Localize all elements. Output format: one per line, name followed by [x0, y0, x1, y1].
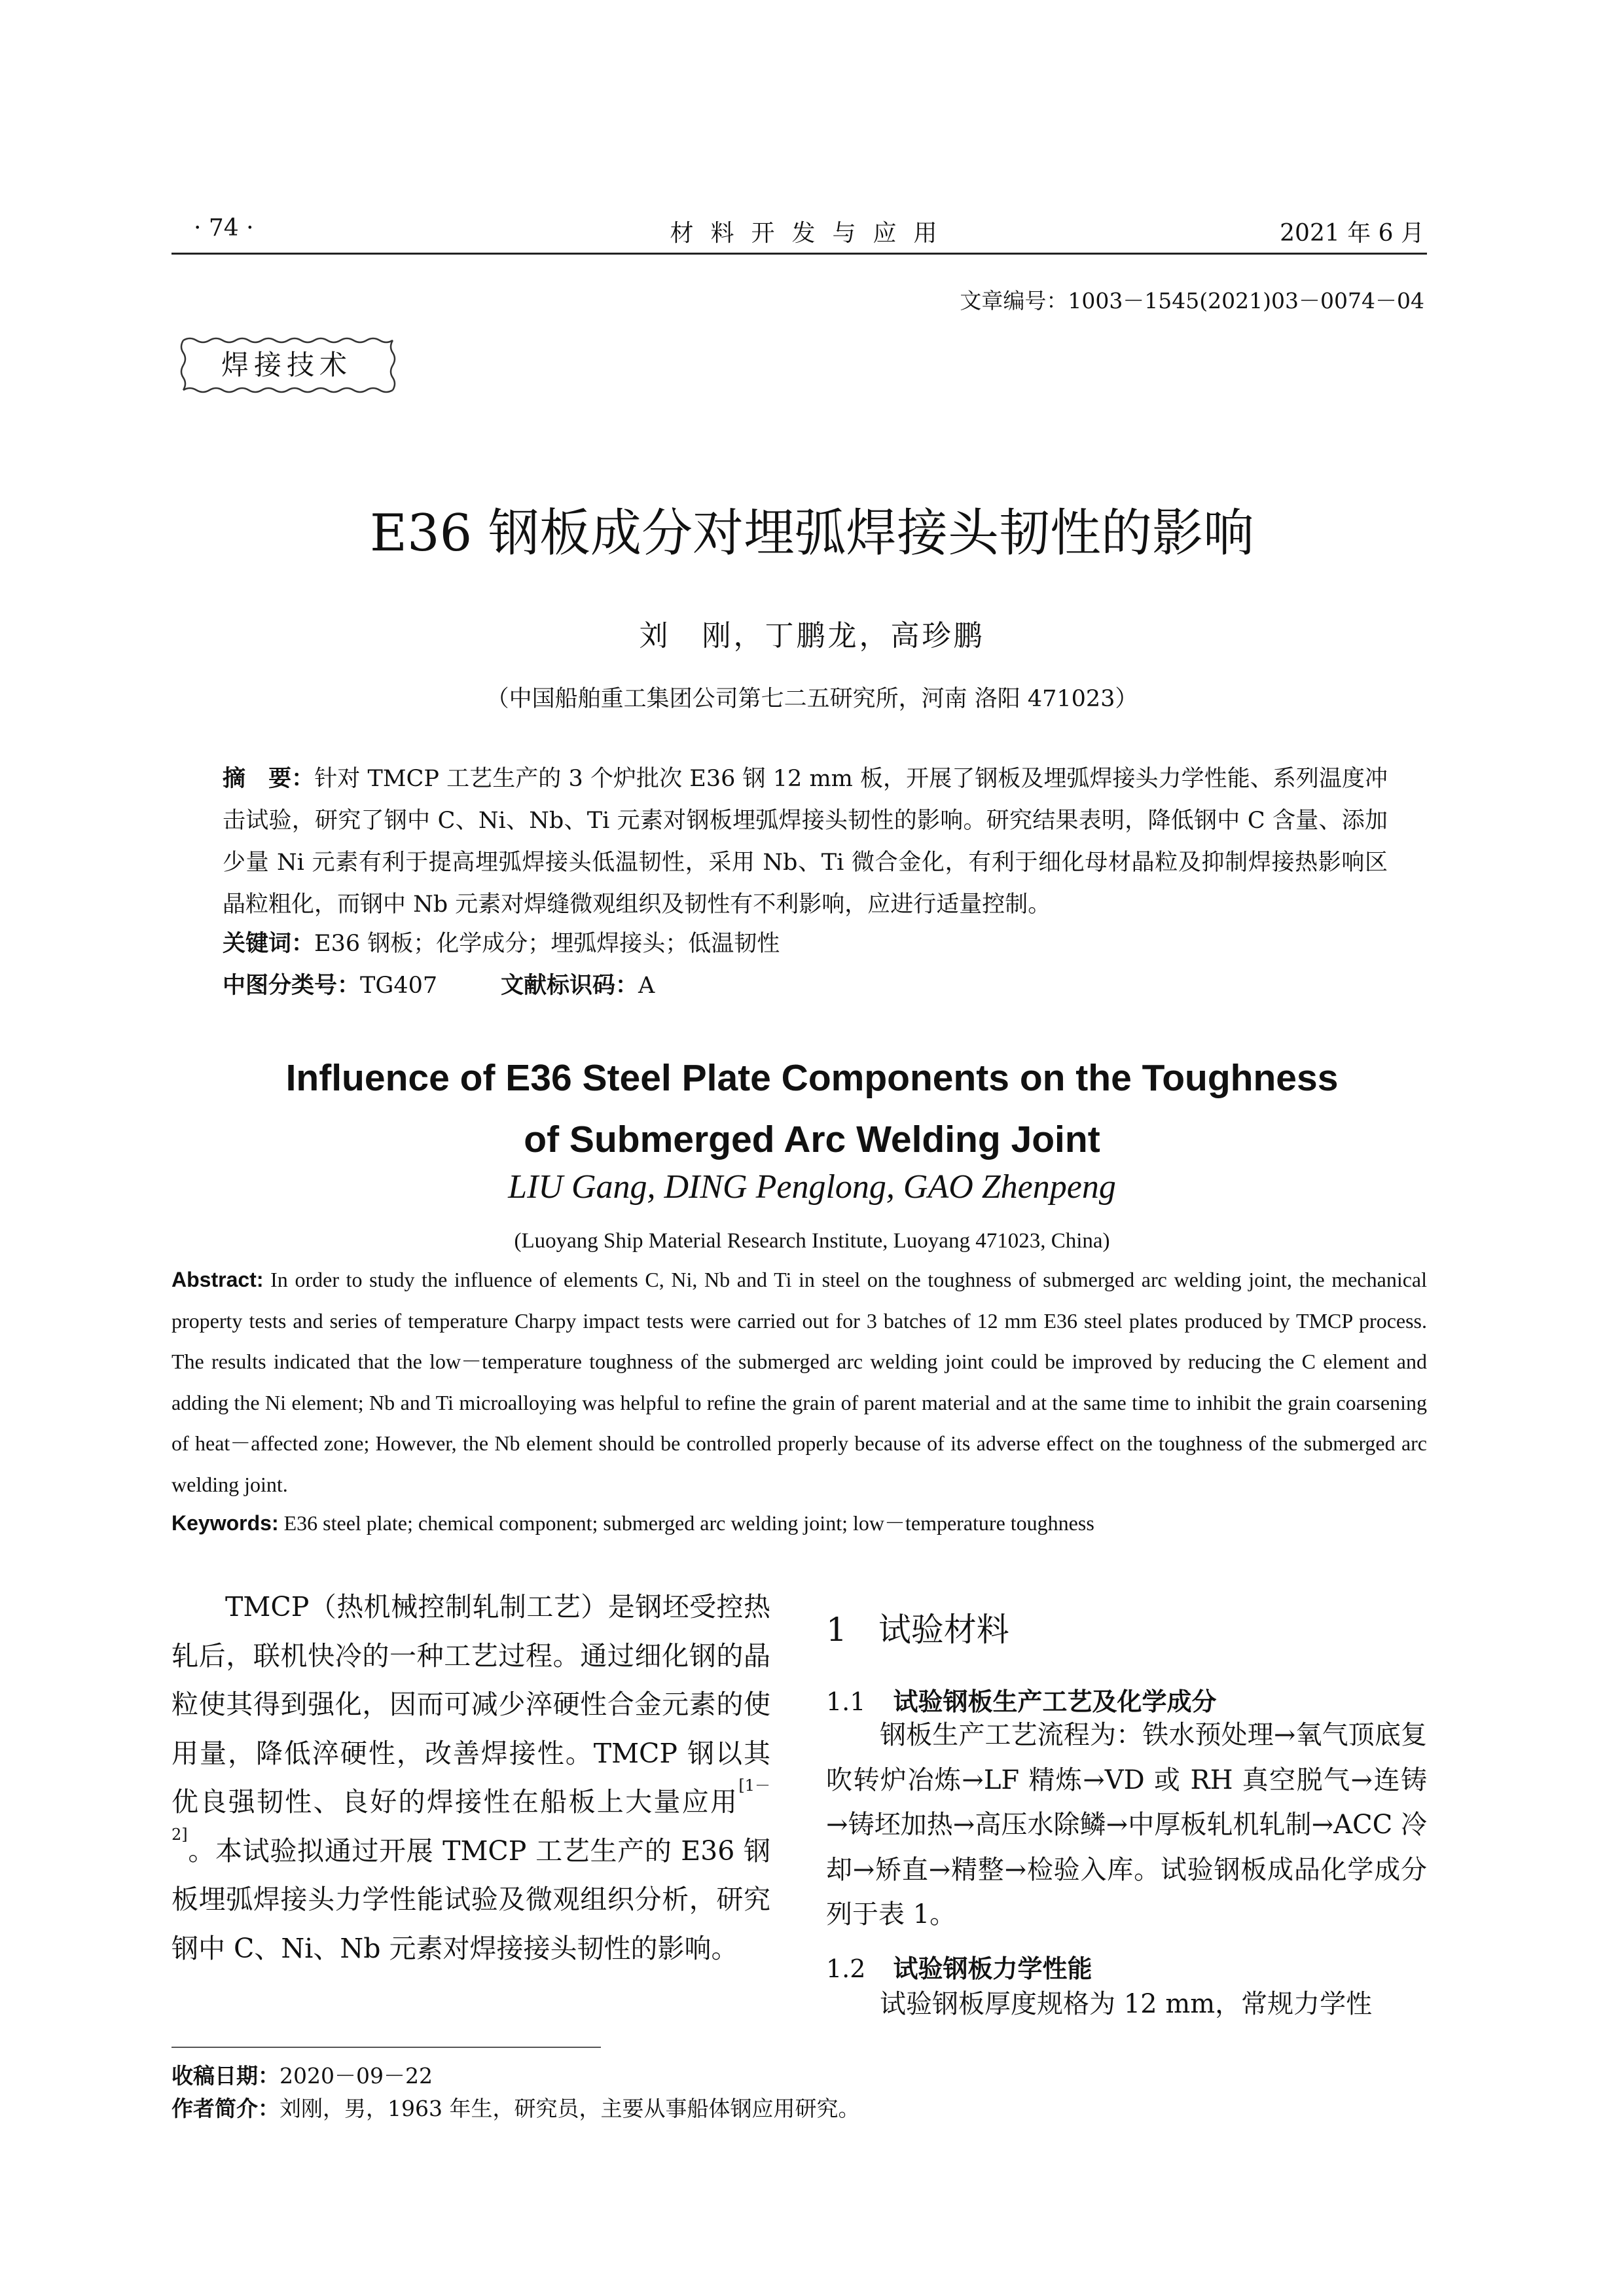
intro-text: TMCP（热机械控制轧制工艺）是钢坯受控热轧后，联机快冷的一种工艺过程。通过细化钢的晶粒使其得到强化，因而可减少淬硬性合金元素的使用量，降低淬硬性，改善焊接性。TMCP 钢以其优良强韧性、良好的焊接性在船板上大量应用 — [171, 1591, 770, 1818]
citation-ref: [1－2] — [171, 1776, 770, 1844]
abstract-english — [171, 1259, 1427, 1505]
section-1-heading — [826, 1604, 1009, 1651]
section-1-2-title: 试验钢板力学性能 — [893, 1954, 1092, 1983]
section-1-title: 试验材料 — [878, 1611, 1009, 1649]
received-date — [171, 2059, 433, 2090]
affiliation-chinese: （中国船舶重工集团公司第七二五研究所，河南 洛阳 471023） — [486, 686, 1138, 712]
authors-chinese: 刘 刚，丁鹏龙，高珍鹏 — [639, 619, 985, 653]
abstract-text-cn: 针对 TMCP 工艺生产的 3 个炉批次 E36 钢 12 mm 板，开展了钢板及埋弧焊接头力学性能、系列温度冲击试验，研究了钢中 C、Ni、Nb、Ti 元素对钢板埋弧焊接头韧性的影响。研究结果表明，降低钢中 C 含量、添加少量 Ni 元素有利于提高埋弧焊接头低温韧性，采用 Nb、Ti 微合金化，有利于细化母材晶粒及抑制焊接热影响区晶粒粗化，而钢中 Nb 元素对焊缝微观组织及韧性有不利影响，应进行适量控制。 — [223, 766, 1388, 918]
journal-name: 材料开发与应用 — [670, 220, 954, 247]
section-tag — [177, 334, 397, 397]
section-1-1-title: 试验钢板生产工艺及化学成分 — [893, 1687, 1217, 1716]
page-number: · 74 · — [194, 215, 254, 242]
keywords-text-cn: E36 钢板；化学成分；埋弧焊接头；低温韧性 — [314, 931, 780, 957]
intro-text-cont: 。本试验拟通过开展 TMCP 工艺生产的 E36 钢板埋弧焊接头力学性能试验及微观组织分析，研究钢中 C、Ni、Nb 元素对焊接接头韧性的影响。 — [171, 1835, 770, 1964]
article-number: 文章编号：1003－1545(2021)03－0074－04 — [960, 288, 1424, 314]
document-code-label: 文献标识码： — [501, 973, 639, 999]
authors-english: LIU Gang, DING Penglong, GAO Zhenpeng — [508, 1168, 1116, 1206]
section-1-2-number: 1.2 — [826, 1954, 866, 1983]
title-chinese: E36 钢板成分对埋弧焊接头韧性的影响 — [370, 504, 1254, 563]
header-rule — [171, 253, 1427, 255]
title-english — [0, 1047, 1624, 1170]
abstract-label-cn: 摘 要： — [223, 766, 315, 792]
abstract-text-en: In order to study the influence of elements C, Ni, Nb and Ti in steel on the toughness of submerged arc welding joint, the mechanical property tests and series of temperature Charpy impact tests were carried out for 3 batches of 12 mm E36 steel plates produced by TMCP process. The results indicated that the low－temperature toughness of the submerged arc welding joint could be improved by reducing the C element and adding the Ni element; Nb and Ti microalloying was helpful to refine the grain of parent material and at the same time to inhibit the grain coarsening of heat－affected zone; However, the Nb element should be controlled properly because of its adverse effect on the toughness of the submerged arc welding joint. — [171, 1268, 1428, 1496]
received-date-value: 2020－09－22 — [280, 2063, 433, 2089]
classification-label: 中图分类号： — [223, 973, 361, 999]
received-date-label: 收稿日期： — [171, 2063, 280, 2089]
issue-date: 2021 年 6 月 — [1280, 220, 1424, 247]
abstract-chinese — [223, 758, 1388, 925]
affiliation-english: (Luoyang Ship Material Research Institute, Luoyang 471023, China) — [514, 1229, 1110, 1253]
classification-number — [223, 967, 437, 1000]
author-bio-text: 刘刚，男，1963 年生，研究员，主要从事船体钢应用研究。 — [280, 2096, 860, 2121]
section-tag-label: 焊接技术 — [221, 349, 352, 381]
section-1-1-paragraph: 钢板生产工艺流程为：铁水预处理→氧气顶底复吹转炉冶炼→LF 精炼→VD 或 RH 真空脱气→连铸→铸坯加热→高压水除鳞→中厚板轧机轧制→ACC 冷却→矫直→精整→检验入库。试验钢板成品化学成分列于表 1。 — [826, 1720, 1427, 1929]
title-english-line2: of Submerged Arc Welding Joint — [524, 1119, 1100, 1160]
intro-paragraph — [171, 1583, 770, 1973]
keywords-label-cn: 关键词： — [223, 931, 315, 957]
title-english-line1: Influence of E36 Steel Plate Components on the Toughness — [285, 1057, 1339, 1099]
section-1-1-number: 1.1 — [826, 1687, 866, 1716]
abstract-label-en: Abstract: — [171, 1268, 264, 1291]
section-1-1-heading — [826, 1681, 1216, 1717]
keywords-chinese — [223, 925, 780, 958]
keywords-english — [171, 1507, 1427, 1537]
author-bio-label: 作者简介： — [171, 2096, 280, 2121]
section-1-number: 1 — [826, 1611, 847, 1649]
keywords-text-en: E36 steel plate; chemical component; submerged arc welding joint; low－temperature toughness — [283, 1511, 1094, 1535]
document-code — [501, 967, 655, 1000]
author-bio — [171, 2092, 859, 2123]
keywords-label-en: Keywords: — [171, 1511, 279, 1535]
footnote-rule — [171, 2047, 601, 2048]
document-code-value: A — [638, 973, 655, 999]
section-1-2-heading — [826, 1948, 1092, 1984]
classification-value: TG407 — [360, 973, 438, 999]
section-1-2-paragraph: 试验钢板厚度规格为 12 mm，常规力学性 — [880, 1989, 1373, 2019]
